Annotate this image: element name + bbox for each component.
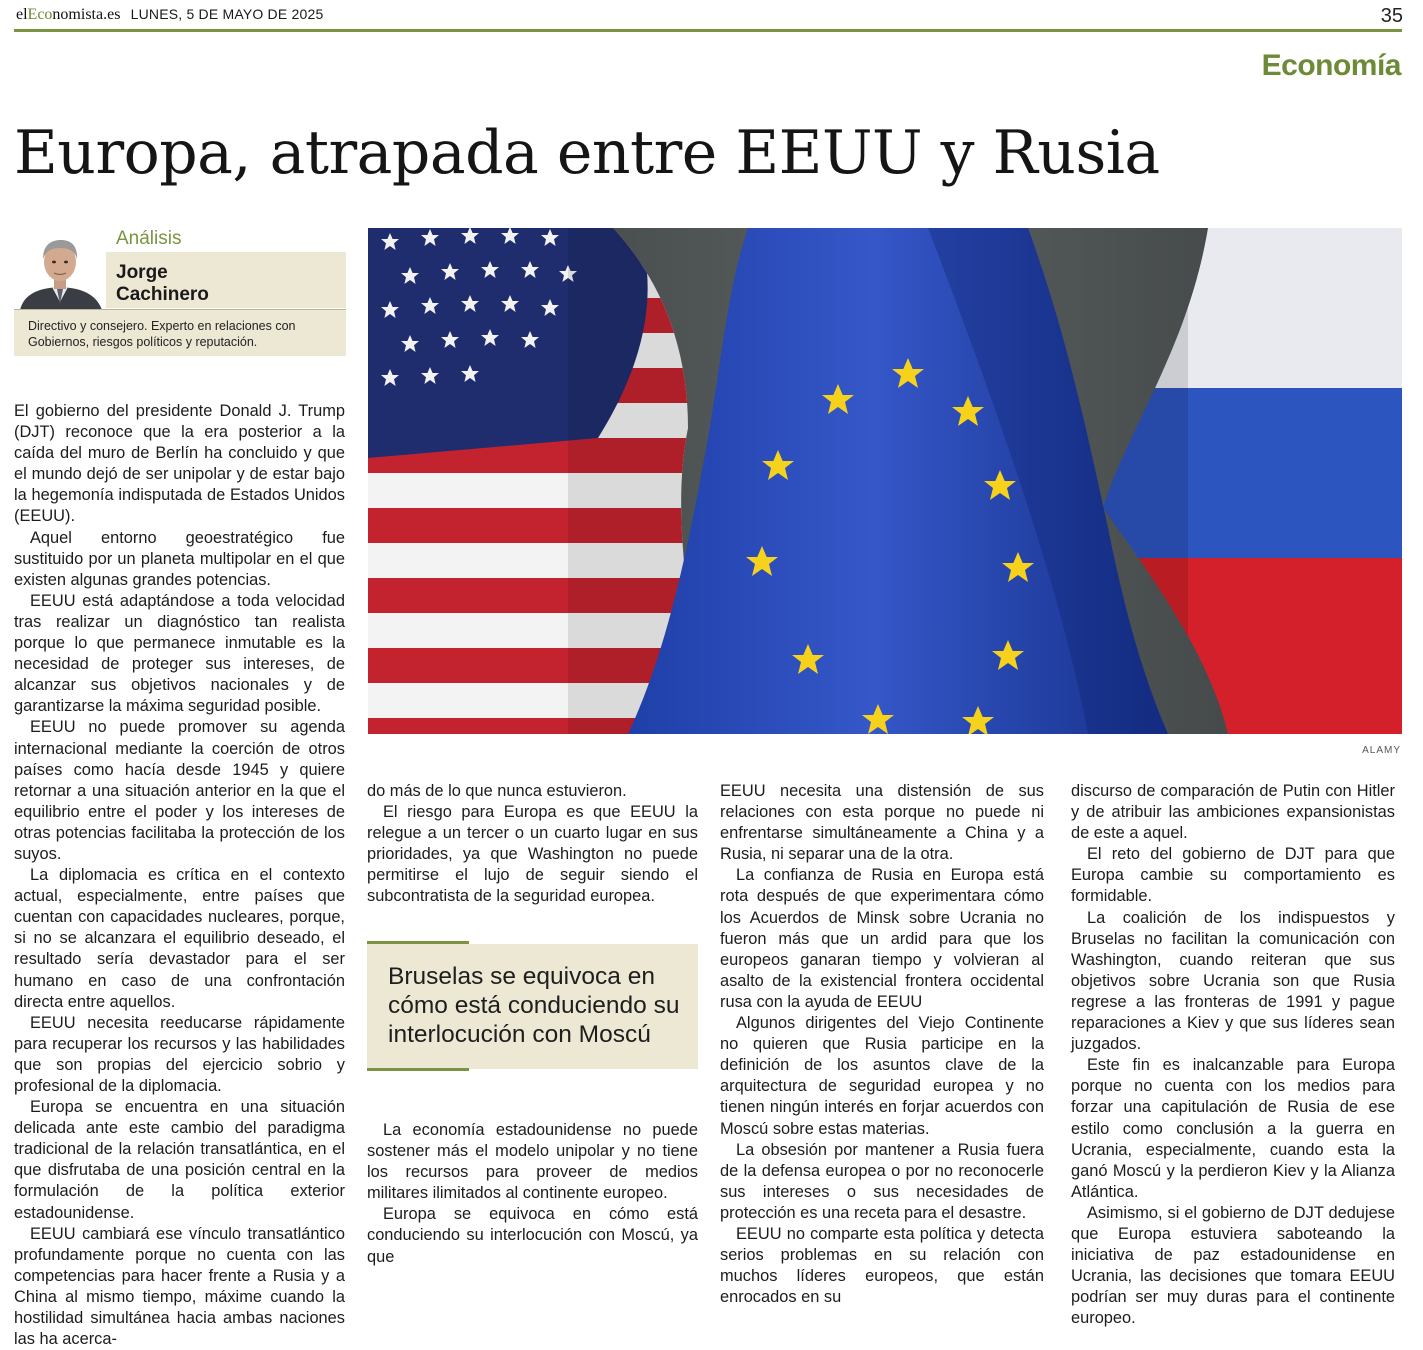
- paragraph: do más de lo que nunca estuvieron.: [367, 782, 627, 800]
- article-kicker: Análisis: [116, 228, 182, 249]
- article-column-2-top: [367, 781, 698, 908]
- paragraph: La economía estadounidense no puede sostener más el modelo unipolar y no tiene los recursos para proveer de medios militares ilimitados al continente europeo.: [367, 1121, 698, 1203]
- logo-part-eco: Eco: [27, 6, 53, 23]
- paragraph: EEUU cambiará ese vínculo transatlántico profundamente porque no cuenta con las competencias para hacer frente a Rusia y a China al mismo tiempo, máxime cuando la hostilidad simultánea hacia ambas naciones las ha acerca-: [14, 1224, 345, 1349]
- paragraph: La confianza de Rusia en Europa está rota después de que experimentara cómo los Acuerdos de Minsk sobre Ucrania no fueron más que un ardid para que los europeos ganaran tiempo y volvieran al asalto de la existencial frontera occidental rusa con la ayuda de EEUU: [720, 866, 1044, 1011]
- paragraph: Algunos dirigentes del Viejo Continente no quieren que Rusia participe en la definición de los asuntos clave de la arquitectura de seguridad europea y no tienen ningún interés en forjar acuerdos con Moscú sobre estas materias.: [720, 1014, 1044, 1138]
- flags-illustration: [368, 228, 1402, 734]
- pull-quote: Bruselas se equivoca en cómo está conduciendo su interlocución con Moscú: [388, 963, 680, 1048]
- logo-part-el: el: [16, 6, 28, 23]
- paragraph: EEUU no comparte esta política y detecta serios problemas en su relación con muchos líderes europeos, que están enrocados en su: [720, 1224, 1044, 1307]
- paragraph: EEUU necesita reeducarse rápidamente para recuperar los recursos y las habilidades que son propias del ejercicio sobrio y profesional de la diplomacia.: [14, 1013, 345, 1095]
- article-headline: Europa, atrapada entre EEUU y Rusia: [14, 118, 1160, 188]
- paragraph: EEUU necesita una distensión de sus relaciones con esta porque no puede ni enfrentarse simultáneamente a China y a Rusia, ni separar una de la otra.: [720, 782, 1044, 864]
- paragraph: EEUU no puede promover su agenda internacional mediante la coerción de otros países como hacía desde 1945 y quiere retornar a una situación anterior en la que el equilibrio entre el poder y los intereses de otras potencias facilitaba la protección de los suyos.: [14, 718, 345, 863]
- paragraph: discurso de comparación de Putin con Hitler y de atribuir las ambiciones expansionistas de este a aquel.: [1071, 782, 1395, 843]
- paragraph: EEUU está adaptándose a toda velocidad tras realizar un diagnóstico tan realista porque lo que permanece inmutable es la necesidad de proteger sus intereses, de alcanzar sus objetivos nacionales y de garantizarse la máxima seguridad posible.: [14, 591, 345, 716]
- logo-part-nomista: nomista.es: [52, 6, 121, 23]
- issue-date: LUNES, 5 DE MAYO DE 2025: [130, 6, 324, 22]
- paragraph: El gobierno del presidente Donald J. Trump (DJT) reconoce que la era posterior a la caída del muro de Berlín ha concluido y que el mundo dejó de ser unipolar y de estar bajo la hegemonía indisputada de Estados Unidos (EEUU).: [14, 402, 345, 526]
- paragraph: Europa se equivoca en cómo está conduciendo su interlocución con Moscú, ya que: [367, 1205, 698, 1266]
- paragraph: La obsesión por mantener a Rusia fuera de la defensa europea o por no reconocerle sus intereses o sus necesidades de protección es una receta para el desastre.: [720, 1140, 1044, 1222]
- article-photo-flags: [368, 228, 1402, 734]
- paragraph: La coalición de los indispuestos y Bruselas no facilitan la comunicación con Washington, cuando reiteran que sus objetivos sobre Ucrania son que Rusia regrese a las fronteras de 1991 y pague reparaciones a Kiev y que sus líderes sean juzgados.: [1071, 908, 1395, 1054]
- article-column-4: [1071, 781, 1395, 1329]
- header-rule: [14, 29, 1402, 32]
- paragraph: El reto del gobierno de DJT para que Europa cambie su comportamiento es formidable.: [1071, 845, 1395, 906]
- pull-quote-rule-bottom: [367, 1068, 469, 1071]
- paragraph: La diplomacia es crítica en el contexto actual, especialmente, entre países que cuentan con capacidades nucleares, porque, si no se alcanzara el equilibrio deseado, el resultado sería devastador para el ser humano en caso de una confrontación directa entre aquellos.: [14, 866, 345, 1011]
- author-first-name: Jorge: [116, 262, 168, 283]
- photo-credit: ALAMY: [1362, 745, 1401, 756]
- paragraph: Aquel entorno geoestratégico fue sustituido por un planeta multipolar en el que existen algunas grandes potencias.: [14, 528, 345, 589]
- masthead: [16, 6, 323, 24]
- author-last-name: Cachinero: [116, 284, 209, 305]
- article-column-1: [14, 401, 345, 1350]
- paragraph: Europa se encuentra en una situación delicada ante este cambio del paradigma tradicional de la relación transatlántica, en el que disfrutaba de una posición central en la formulación de la política exterior estadounidense.: [14, 1098, 345, 1222]
- author-name[interactable]: [116, 262, 209, 306]
- author-bio: Directivo y consejero. Experto en relaciones con Gobiernos, riesgos políticos y reputación.: [14, 310, 346, 356]
- article-column-3: [720, 781, 1044, 1308]
- paragraph: Asimismo, si el gobierno de DJT dedujese que Europa estuviera saboteando la iniciativa de paz estadounidense en Ucrania, las decisiones que tomara EEUU podrían ser muy duras para el continente europeo.: [1071, 1203, 1395, 1328]
- paragraph: El riesgo para Europa es que EEUU la relegue a un tercer o un cuarto lugar en sus prioridades, ya que Washington no puede permitirse el lujo de seguir siendo el subcontratista de la seguridad europea.: [367, 803, 698, 906]
- article-column-2-bottom: [367, 1120, 698, 1268]
- page-number: 35: [1380, 5, 1403, 27]
- author-portrait: [14, 232, 106, 310]
- paragraph: Este fin es inalcanzable para Europa porque no cuenta con los medios para forzar una capitulación de Rusia de ese estilo como conclusión a la guerra en Ucrania, especialmente, cuando esta la ganó Moscú y la perdieron Kiev y la Alianza Atlántica.: [1071, 1056, 1395, 1201]
- newspaper-logo[interactable]: [16, 6, 120, 23]
- section-title[interactable]: Economía: [1261, 49, 1401, 82]
